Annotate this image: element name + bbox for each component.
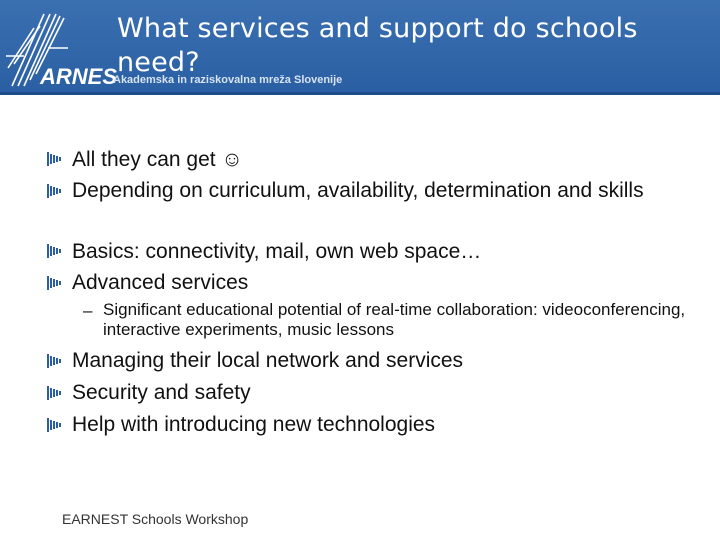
arrow-bullet-icon <box>47 150 63 168</box>
bullet-item: Depending on curriculum, availability, determination and skills <box>72 179 644 202</box>
arrow-bullet-icon <box>47 416 63 434</box>
page-subtitle: Akademska in raziskovalna mreža Slovenije <box>113 74 343 86</box>
sub-bullet-item: Significant educational potential of real-time collaboration: videoconferencing, interactive experiments, music lessons <box>103 300 686 339</box>
bullet-item: Managing their local network and services <box>72 349 464 372</box>
page-title: What services and support do schools need? <box>117 13 638 78</box>
arrow-bullet-icon <box>47 384 63 402</box>
footer-text: EARNEST Schools Workshop <box>62 511 249 527</box>
arrow-bullet-icon <box>47 274 63 292</box>
arrow-bullet-icon <box>47 352 63 370</box>
svg-text:ARNES: ARNES <box>40 64 118 89</box>
bullet-item: Advanced services <box>72 271 249 294</box>
arrow-bullet-icon <box>47 182 63 200</box>
arrow-bullet-icon <box>47 242 63 260</box>
bullet-item: All they can get ☺ <box>72 148 243 171</box>
bullet-item: Basics: connectivity, mail, own web space… <box>72 240 482 263</box>
sub-bullet-dash: – <box>83 301 93 320</box>
bullet-item: Help with introducing new technologies <box>72 413 436 436</box>
bullet-item: Security and safety <box>72 381 251 404</box>
